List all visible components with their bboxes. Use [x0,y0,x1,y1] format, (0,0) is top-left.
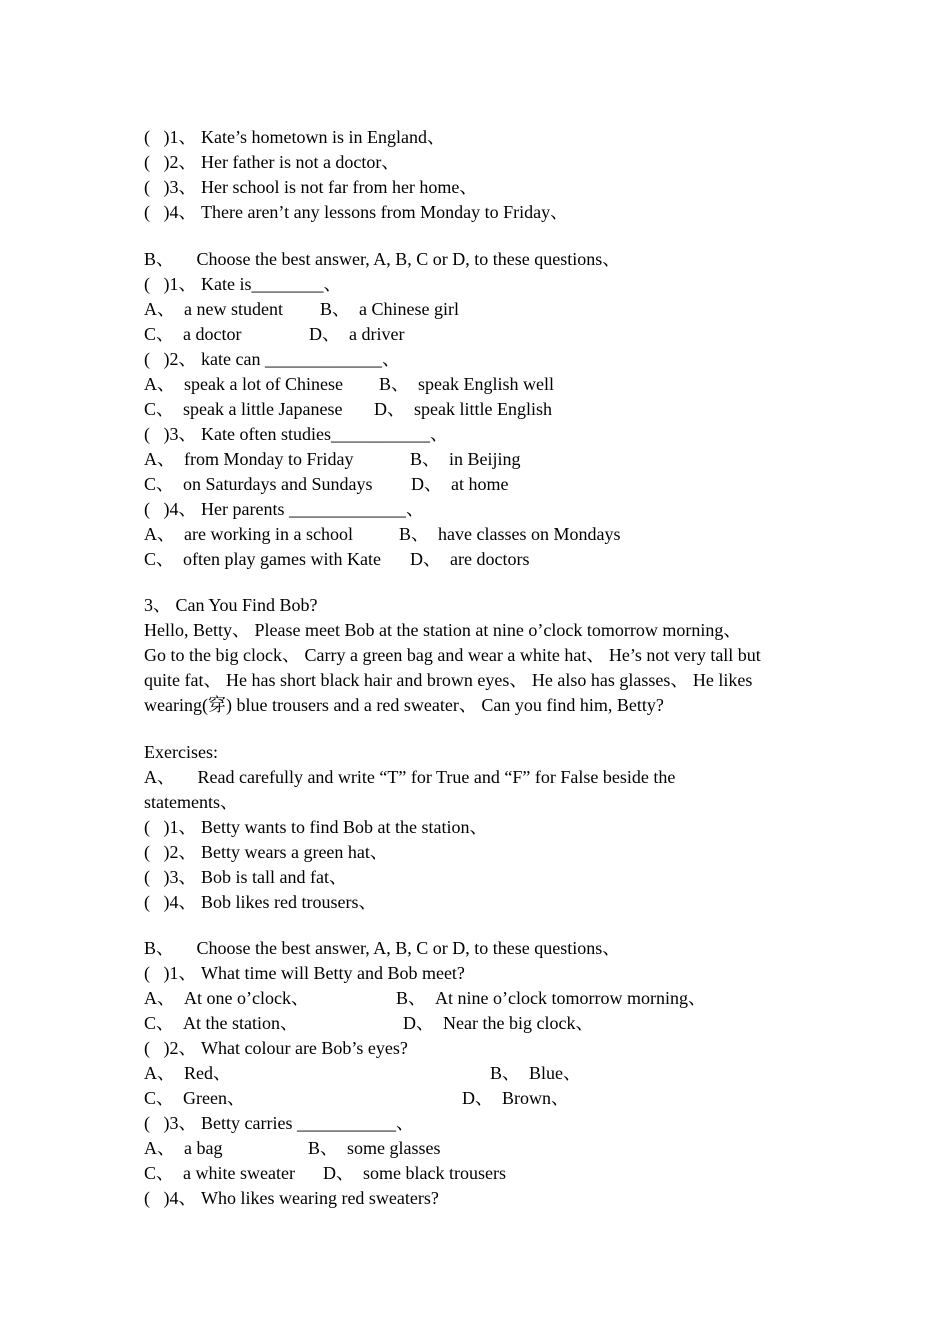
ex-mc3-option-a: A、 a bag [144,1138,223,1158]
section-b-heading-2: B、 Choose the best answer, A, B, C or D, to these questions、 [144,938,621,958]
mc1-option-b: B、 a Chinese girl [320,299,459,319]
ex-mc-question-3: ( )3、 Betty carries ___________、 [144,1113,414,1133]
mc-question-2: ( )2、 kate can _____________、 [144,349,400,369]
ex-mc2-option-b: B、 Blue、 [490,1063,582,1083]
ex-mc2-option-d: D、 Brown、 [462,1088,569,1108]
ex-tf-question-1: ( )1、 Betty wants to find Bob at the station、 [144,817,488,837]
mc3-option-a: A、 from Monday to Friday [144,449,354,469]
ex-mc-question-1: ( )1、 What time will Betty and Bob meet? [144,963,465,983]
mc2-option-b: B、 speak English well [379,374,554,394]
mc2-option-c: C、 speak a little Japanese [144,399,343,419]
ex-tf-question-3: ( )3、 Bob is tall and fat、 [144,867,347,887]
mc4-option-b: B、 have classes on Mondays [399,524,621,544]
mc1-option-a: A、 a new student [144,299,283,319]
ex-mc1-option-a: A、 At one o’clock、 [144,988,309,1008]
mc4-option-d: D、 are doctors [410,549,530,569]
ex-mc1-option-c: C、 At the station、 [144,1013,298,1033]
mc3-option-b: B、 in Beijing [410,449,521,469]
mc1-option-c: C、 a doctor [144,324,242,344]
tf-question-2: ( )2、 Her father is not a doctor、 [144,152,400,172]
ex-mc3-option-d: D、 some black trousers [323,1163,506,1183]
ex-mc2-option-c: C、 Green、 [144,1088,245,1108]
ex-mc1-option-b: B、 At nine o’clock tomorrow morning、 [396,988,706,1008]
ex-mc2-option-a: A、 Red、 [144,1063,231,1083]
passage-line: Hello, Betty、 Please meet Bob at the station at nine o’clock tomorrow morning、 [144,620,742,640]
passage-line: Go to the big clock、 Carry a green bag and wear a white hat、 He’s not very tall but [144,645,761,665]
mc3-option-d: D、 at home [411,474,509,494]
mc4-option-c: C、 often play games with Kate [144,549,381,569]
ex-mc-question-4: ( )4、 Who likes wearing red sweaters? [144,1188,439,1208]
section-b-heading: B、 Choose the best answer, A, B, C or D, to these questions、 [144,249,621,269]
exercises-label: Exercises: [144,742,218,762]
mc2-option-a: A、 speak a lot of Chinese [144,374,343,394]
mc4-option-a: A、 are working in a school [144,524,353,544]
section-a-heading-cont: statements、 [144,792,238,812]
mc2-option-d: D、 speak little English [374,399,552,419]
ex-mc1-option-d: D、 Near the big clock、 [403,1013,594,1033]
ex-mc3-option-b: B、 some glasses [308,1138,441,1158]
passage-line: quite fat、 He has short black hair and brown eyes、 He also has glasses、 He likes [144,670,753,690]
ex-mc3-option-c: C、 a white sweater [144,1163,295,1183]
passage-line: wearing(穿) blue trousers and a red sweater、 Can you find him, Betty? [144,695,664,715]
mc-question-3: ( )3、 Kate often studies___________、 [144,424,448,444]
tf-question-4: ( )4、 There aren’t any lessons from Monday to Friday、 [144,202,569,222]
ex-tf-question-4: ( )4、 Bob likes red trousers、 [144,892,377,912]
mc1-option-d: D、 a driver [309,324,405,344]
mc-question-1: ( )1、 Kate is________、 [144,274,342,294]
tf-question-3: ( )3、 Her school is not far from her home、 [144,177,478,197]
tf-question-1: ( )1、 Kate’s hometown is in England、 [144,127,445,147]
section-a-heading: A、 Read carefully and write “T” for True and “F” for False beside the [144,767,676,787]
ex-tf-question-2: ( )2、 Betty wears a green hat、 [144,842,388,862]
mc3-option-c: C、 on Saturdays and Sundays [144,474,373,494]
ex-mc-question-2: ( )2、 What colour are Bob’s eyes? [144,1038,408,1058]
passage-title: 3、 Can You Find Bob? [144,595,318,615]
mc-question-4: ( )4、 Her parents _____________、 [144,499,424,519]
